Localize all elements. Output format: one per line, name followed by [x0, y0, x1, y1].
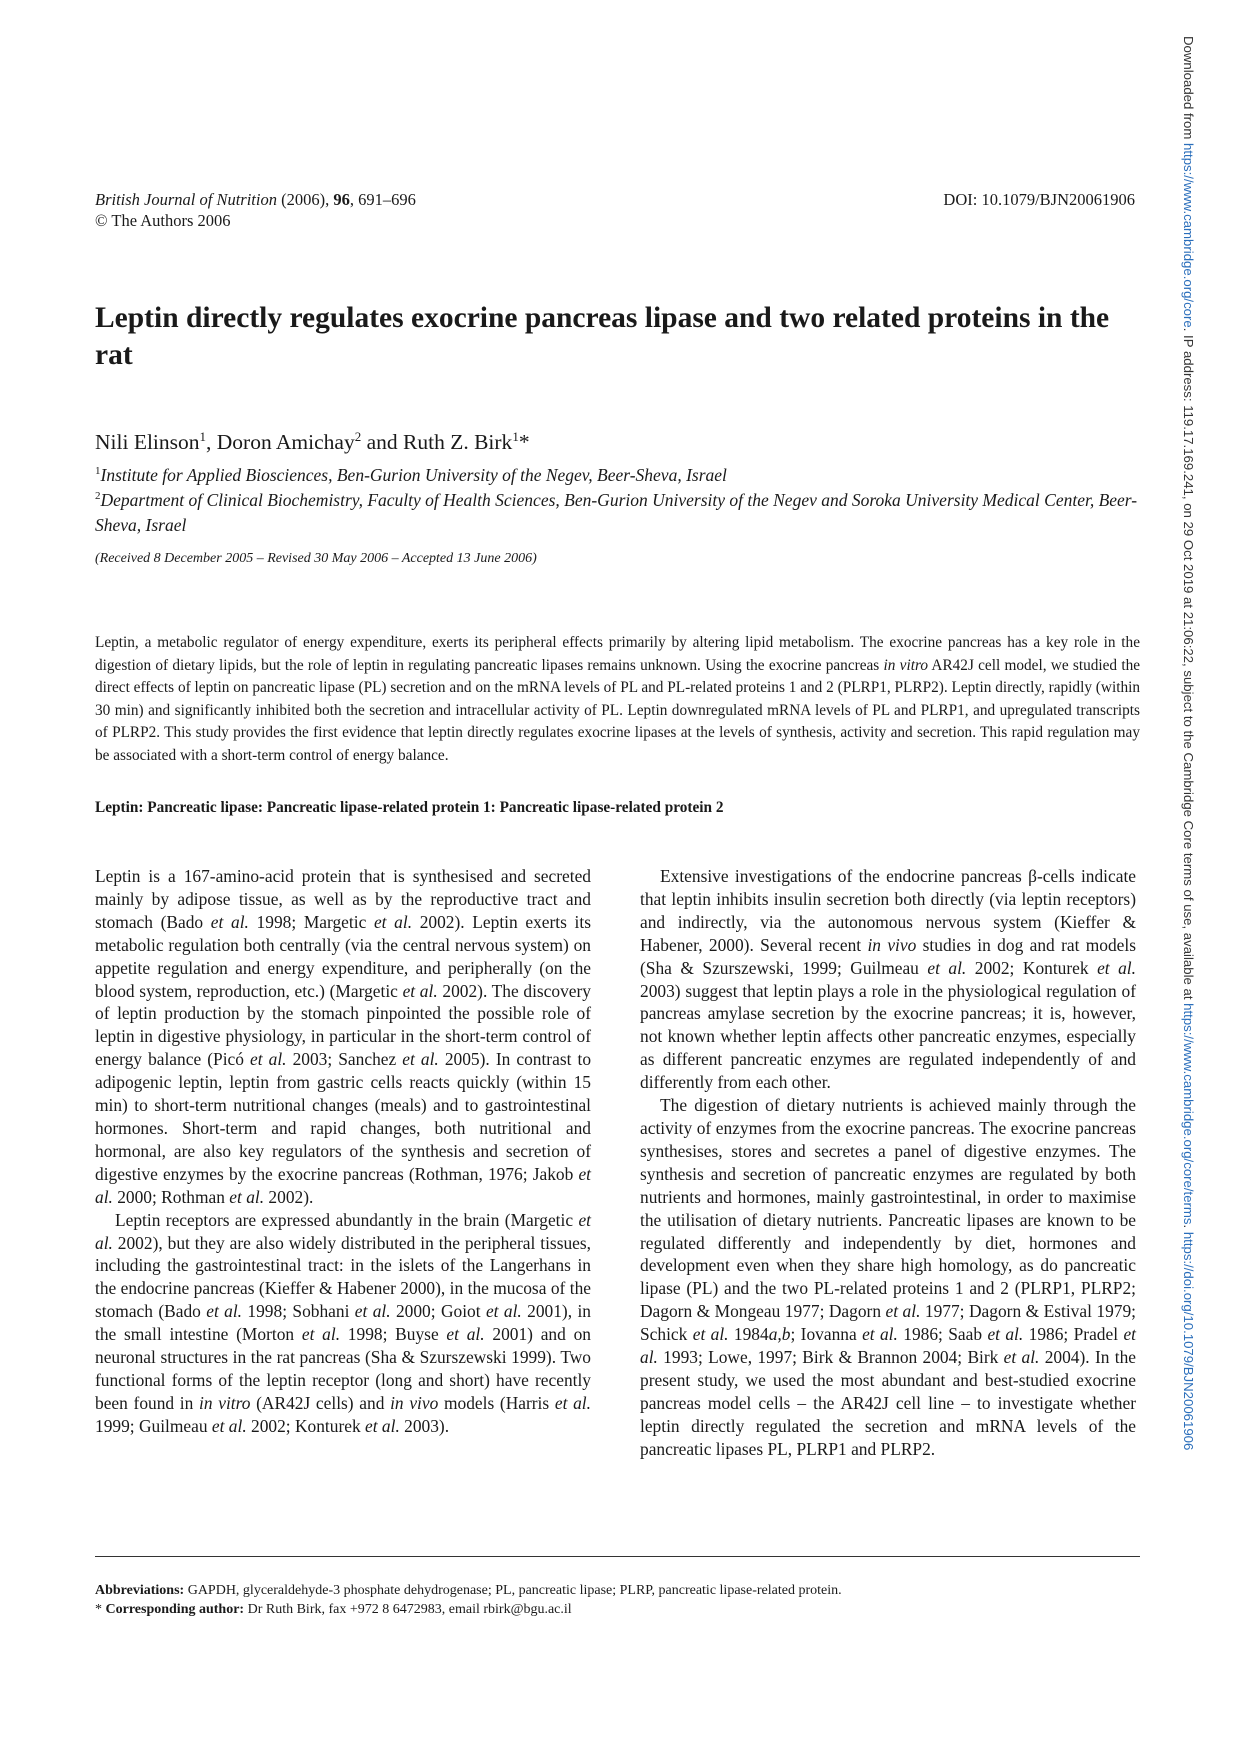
text-run: ; Iovanna	[790, 1324, 863, 1345]
text-run: 2003).	[399, 1415, 450, 1436]
text-run: 2004). In the present study, we used the most abundant and best-studied exocrine pancreas model cells – the AR42J cell line – to investigate whether leptin directly regulated the secretion and mRNA levels of the pancreatic lipases PL, PLRP1 and PLRP2.	[640, 1347, 1136, 1459]
journal-citation	[95, 189, 416, 210]
italic-text-run: a,b	[768, 1324, 791, 1345]
author-affiliation-mark: 1	[199, 429, 207, 444]
text-run: 2000; Rothman	[112, 1186, 230, 1207]
italic-text-run: et al.	[95, 1209, 591, 1253]
italic-text-run: et al.	[250, 1049, 287, 1070]
text-run: 2002), but they are also widely distributed in the peripheral tissues, including the gastrointestinal tract: in the islets of the Langerhans in the endocrine pancreas (Kieffer & Habener 2000), in the mucosa of the stomach (Bado	[95, 1232, 591, 1322]
copyright-line: © The Authors 2006	[95, 211, 231, 230]
abstract-italic: in vitro	[883, 656, 928, 674]
doi: DOI: 10.1079/BJN20061906	[943, 190, 1135, 209]
author-separator: ,	[206, 430, 217, 455]
text-run: 1998; Sobhani	[242, 1301, 355, 1322]
download-notice	[1181, 36, 1196, 1450]
italic-text-run: et al.	[402, 980, 438, 1001]
journal-header	[95, 189, 416, 231]
text-run: 2002; Konturek	[966, 957, 1098, 978]
body-column-left	[95, 865, 591, 1438]
text-run: 1998; Margetic	[248, 911, 374, 932]
terms-link[interactable]: https://www.cambridge.org/core/terms	[1181, 1003, 1196, 1225]
text-run: 1984	[728, 1324, 769, 1345]
author-list	[95, 424, 530, 455]
text-run: 1977; Dagorn & Estival 1979; Schick	[640, 1301, 1136, 1345]
italic-text-run: et al.	[210, 911, 249, 932]
abbreviations-label: Abbreviations:	[95, 1583, 185, 1598]
corresponding-mark: *	[518, 430, 530, 455]
affiliation-number: 1	[95, 465, 101, 477]
italic-text-run: et al.	[554, 1392, 591, 1413]
abstract-part: AR42J cell model, we studied the direct effects of leptin on pancreatic lipase (PL) secretion and on the mRNA levels of PL and PL-related proteins 1 and 2 (PLRP1, PLRP2). Leptin directly, rapidly (within 30 min) and significantly inhibited both the secretion and intracellular activity of PL. Leptin downregulated mRNA levels of PL and PLRP1, and upregulated transcripts of PLRP2. This study provides the first evidence that leptin directly regulates exocrine lipases at the levels of synthesis, activity and secretion. This rapid regulation may be associated with a short-term control of energy balance.	[95, 656, 1141, 764]
abbreviations-footnote	[95, 1582, 842, 1600]
italic-text-run: et al.	[365, 1415, 400, 1436]
paragraph	[640, 1094, 1136, 1461]
keywords: Leptin: Pancreatic lipase: Pancreatic lipase-related protein 1: Pancreatic lipase-related protein 2	[95, 799, 724, 816]
corresponding-text: Dr Ruth Birk, fax +972 8 6472983, email rbirk@bgu.ac.il	[244, 1602, 572, 1617]
text-run: models (Harris	[438, 1392, 555, 1413]
text-run: Leptin is a 167-amino-acid protein that is synthesised and secreted mainly by adipose tissue, as well as by the reproductive tract and stomach (Bado	[95, 866, 591, 932]
italic-text-run: in vitro	[199, 1392, 251, 1413]
abstract-part: Leptin, a metabolic regulator of energy expenditure, exerts its peripheral effects primarily by altering lipid metabolism. The exocrine pancreas has a key role in the digestion of dietary lipids, but the role of leptin in regulating pancreatic lipases remains unknown. Using the exocrine pancreas	[95, 634, 1140, 674]
download-notice-prefix: Downloaded from	[1181, 36, 1196, 144]
corresponding-mark: *	[95, 1602, 106, 1617]
author-affiliation-mark: 2	[354, 429, 362, 444]
text-run: (AR42J cells) and	[250, 1392, 391, 1413]
text-run: 2000; Goiot	[390, 1301, 486, 1322]
text-run: 2003; Sanchez	[286, 1049, 403, 1070]
affiliation-text: Institute for Applied Biosciences, Ben-Gurion University of the Negev, Beer-Sheva, Israel	[100, 464, 727, 485]
italic-text-run: et al.	[885, 1301, 921, 1322]
footnote-divider	[95, 1556, 1140, 1557]
author-name: Doron Amichay	[216, 430, 355, 455]
cambridge-core-link[interactable]: https://www.cambridge.org/core	[1181, 143, 1196, 328]
italic-text-run: et al.	[301, 1324, 341, 1345]
affiliation-number: 2	[95, 490, 101, 502]
text-run: studies in dog and rat models (Sha & Szurszewski, 1999; Guilmeau	[640, 934, 1136, 978]
text-run: 1993; Lowe, 1997; Birk & Brannon 2004; Birk	[657, 1347, 1004, 1368]
text-run: 1986; Pradel	[1023, 1324, 1124, 1345]
italic-text-run: et al.	[354, 1301, 391, 1322]
text-run: 2001) and on neuronal structures in the rat pancreas (Sha & Szurszewski 1999). Two functional forms of the leptin receptor (long and short) have recently been found in	[95, 1324, 591, 1413]
text-run: 2002; Konturek	[246, 1415, 366, 1436]
paragraph	[95, 865, 591, 1209]
author-name: Ruth Z. Birk	[403, 430, 513, 455]
italic-text-run: et al.	[485, 1301, 522, 1322]
paragraph	[640, 865, 1136, 1094]
italic-text-run: et al.	[211, 1415, 247, 1436]
italic-text-run: et al.	[692, 1324, 729, 1345]
affiliation-text: Department of Clinical Biochemistry, Faculty of Health Sciences, Ben-Gurion University of the Negev and Soroka University Medical Center, Beer-Sheva, Israel	[95, 489, 1138, 535]
italic-text-run: et al.	[229, 1186, 265, 1207]
journal-year: (2006),	[281, 190, 330, 209]
italic-text-run: in vivo	[867, 934, 917, 955]
text-run: 2005). In contrast to adipogenic leptin, leptin from gastric cells reacts quickly (within 15 min) to short-term nutritional changes (meals) and to gastrointestinal hormones. Short-term and rapid changes, both nutritional and hormonal, are also key regulators of the synthesis and secretion of digestive enzymes by the exocrine pancreas (Rothman, 1976; Jakob	[95, 1049, 592, 1184]
received-dates: (Received 8 December 2005 – Revised 30 May 2006 – Accepted 13 June 2006)	[95, 551, 537, 566]
affiliation-2	[95, 484, 1155, 538]
italic-text-run: et al.	[640, 1324, 1136, 1368]
text-run: The digestion of dietary nutrients is achieved mainly through the activity of enzymes from the exocrine pancreas. The exocrine pancreas synthesises, stores and secretes a panel of digestive enzymes. The synthesis and secretion of pancreatic enzymes are regulated by both nutrients and hormones, mainly gastrointestinal, in order to maximise the utilisation of dietary nutrients. Pancreatic lipases are known to be regulated differently and independently by diet, hormones and development even when they share high homology, as do pancreatic lipase (PL) and the two PL-related proteins 1 and 2 (PLRP1, PLRP2; Dagorn & Mongeau 1977; Dagorn	[640, 1095, 1136, 1322]
text-run: Extensive investigations of the endocrine pancreas β-cells indicate that leptin inhibits insulin secretion both directly (via leptin receptors) and indirectly, via the autonomous nervous system (Kieffer & Habener, 2000). Several recent	[640, 866, 1136, 955]
italic-text-run: et al.	[95, 1163, 591, 1207]
text-run: 2002). The discovery of leptin production by the stomach pinpointed the possible role of leptin in digestive physiology, in particular in the short-term control of energy balance (Picó	[95, 980, 591, 1070]
journal-volume: 96	[333, 190, 350, 209]
corresponding-label: Corresponding author:	[105, 1602, 245, 1617]
journal-name: British Journal of Nutrition	[95, 190, 277, 209]
italic-text-run: et al.	[1097, 957, 1136, 978]
download-notice-middle: . IP address: 119.17.169.241, on 29 Oct 2019 at 21:06:22, subject to the Cambridge Core terms of use, available at	[1181, 327, 1196, 1004]
italic-text-run: et al.	[1003, 1347, 1040, 1368]
text-run: Leptin receptors are expressed abundantly in the brain (Margetic	[115, 1209, 579, 1230]
text-run: 1998; Buyse	[340, 1324, 447, 1345]
italic-text-run: et al.	[927, 957, 967, 978]
text-run: 2003) suggest that leptin plays a role in the physiological regulation of pancreas amylase secretion by the exocrine pancreas; it is, however, not known whether leptin affects other pancreatic enzymes, especially as different pancreatic enzymes are regulated independently of and differently from each other.	[640, 980, 1136, 1093]
author-name: Nili Elinson	[95, 430, 200, 455]
italic-text-run: et al.	[446, 1324, 485, 1345]
italic-text-run: in vivo	[390, 1392, 439, 1413]
paper-title: Leptin directly regulates exocrine pancreas lipase and two related proteins in the rat	[95, 302, 1110, 371]
italic-text-run: et al.	[402, 1049, 439, 1070]
text-run: 2002). Leptin exerts its metabolic regulation both centrally (via the central nervous system) on appetite regulation and energy expenditure, and peripherally (on the blood system, reproduction, etc.) (Margetic	[95, 911, 591, 1001]
italic-text-run: et al.	[373, 911, 413, 932]
italic-text-run: et al.	[206, 1301, 243, 1322]
text-run: 1986; Saab	[897, 1324, 988, 1345]
text-run: 2002).	[264, 1186, 314, 1207]
author-affiliation-mark: 1	[512, 429, 519, 444]
paragraph	[95, 1209, 591, 1438]
body-column-right	[640, 865, 1136, 1461]
corresponding-author-footnote	[95, 1601, 572, 1619]
author-separator: and	[361, 430, 404, 455]
abstract	[95, 632, 1140, 768]
abbreviations-text: GAPDH, glyceraldehyde-3 phosphate dehydrogenase; PL, pancreatic lipase; PLRP, pancreatic lipase-related protein.	[184, 1583, 842, 1598]
doi-link[interactable]: https://doi.org/10.1079/BJN20061906	[1181, 1231, 1196, 1451]
download-notice-sep: .	[1181, 1224, 1196, 1232]
text-run: 1999; Guilmeau	[95, 1415, 212, 1436]
italic-text-run: et al.	[862, 1324, 898, 1345]
text-run: 2001), in the small intestine (Morton	[95, 1301, 591, 1345]
italic-text-run: et al.	[987, 1324, 1024, 1345]
journal-pages: , 691–696	[349, 190, 416, 209]
